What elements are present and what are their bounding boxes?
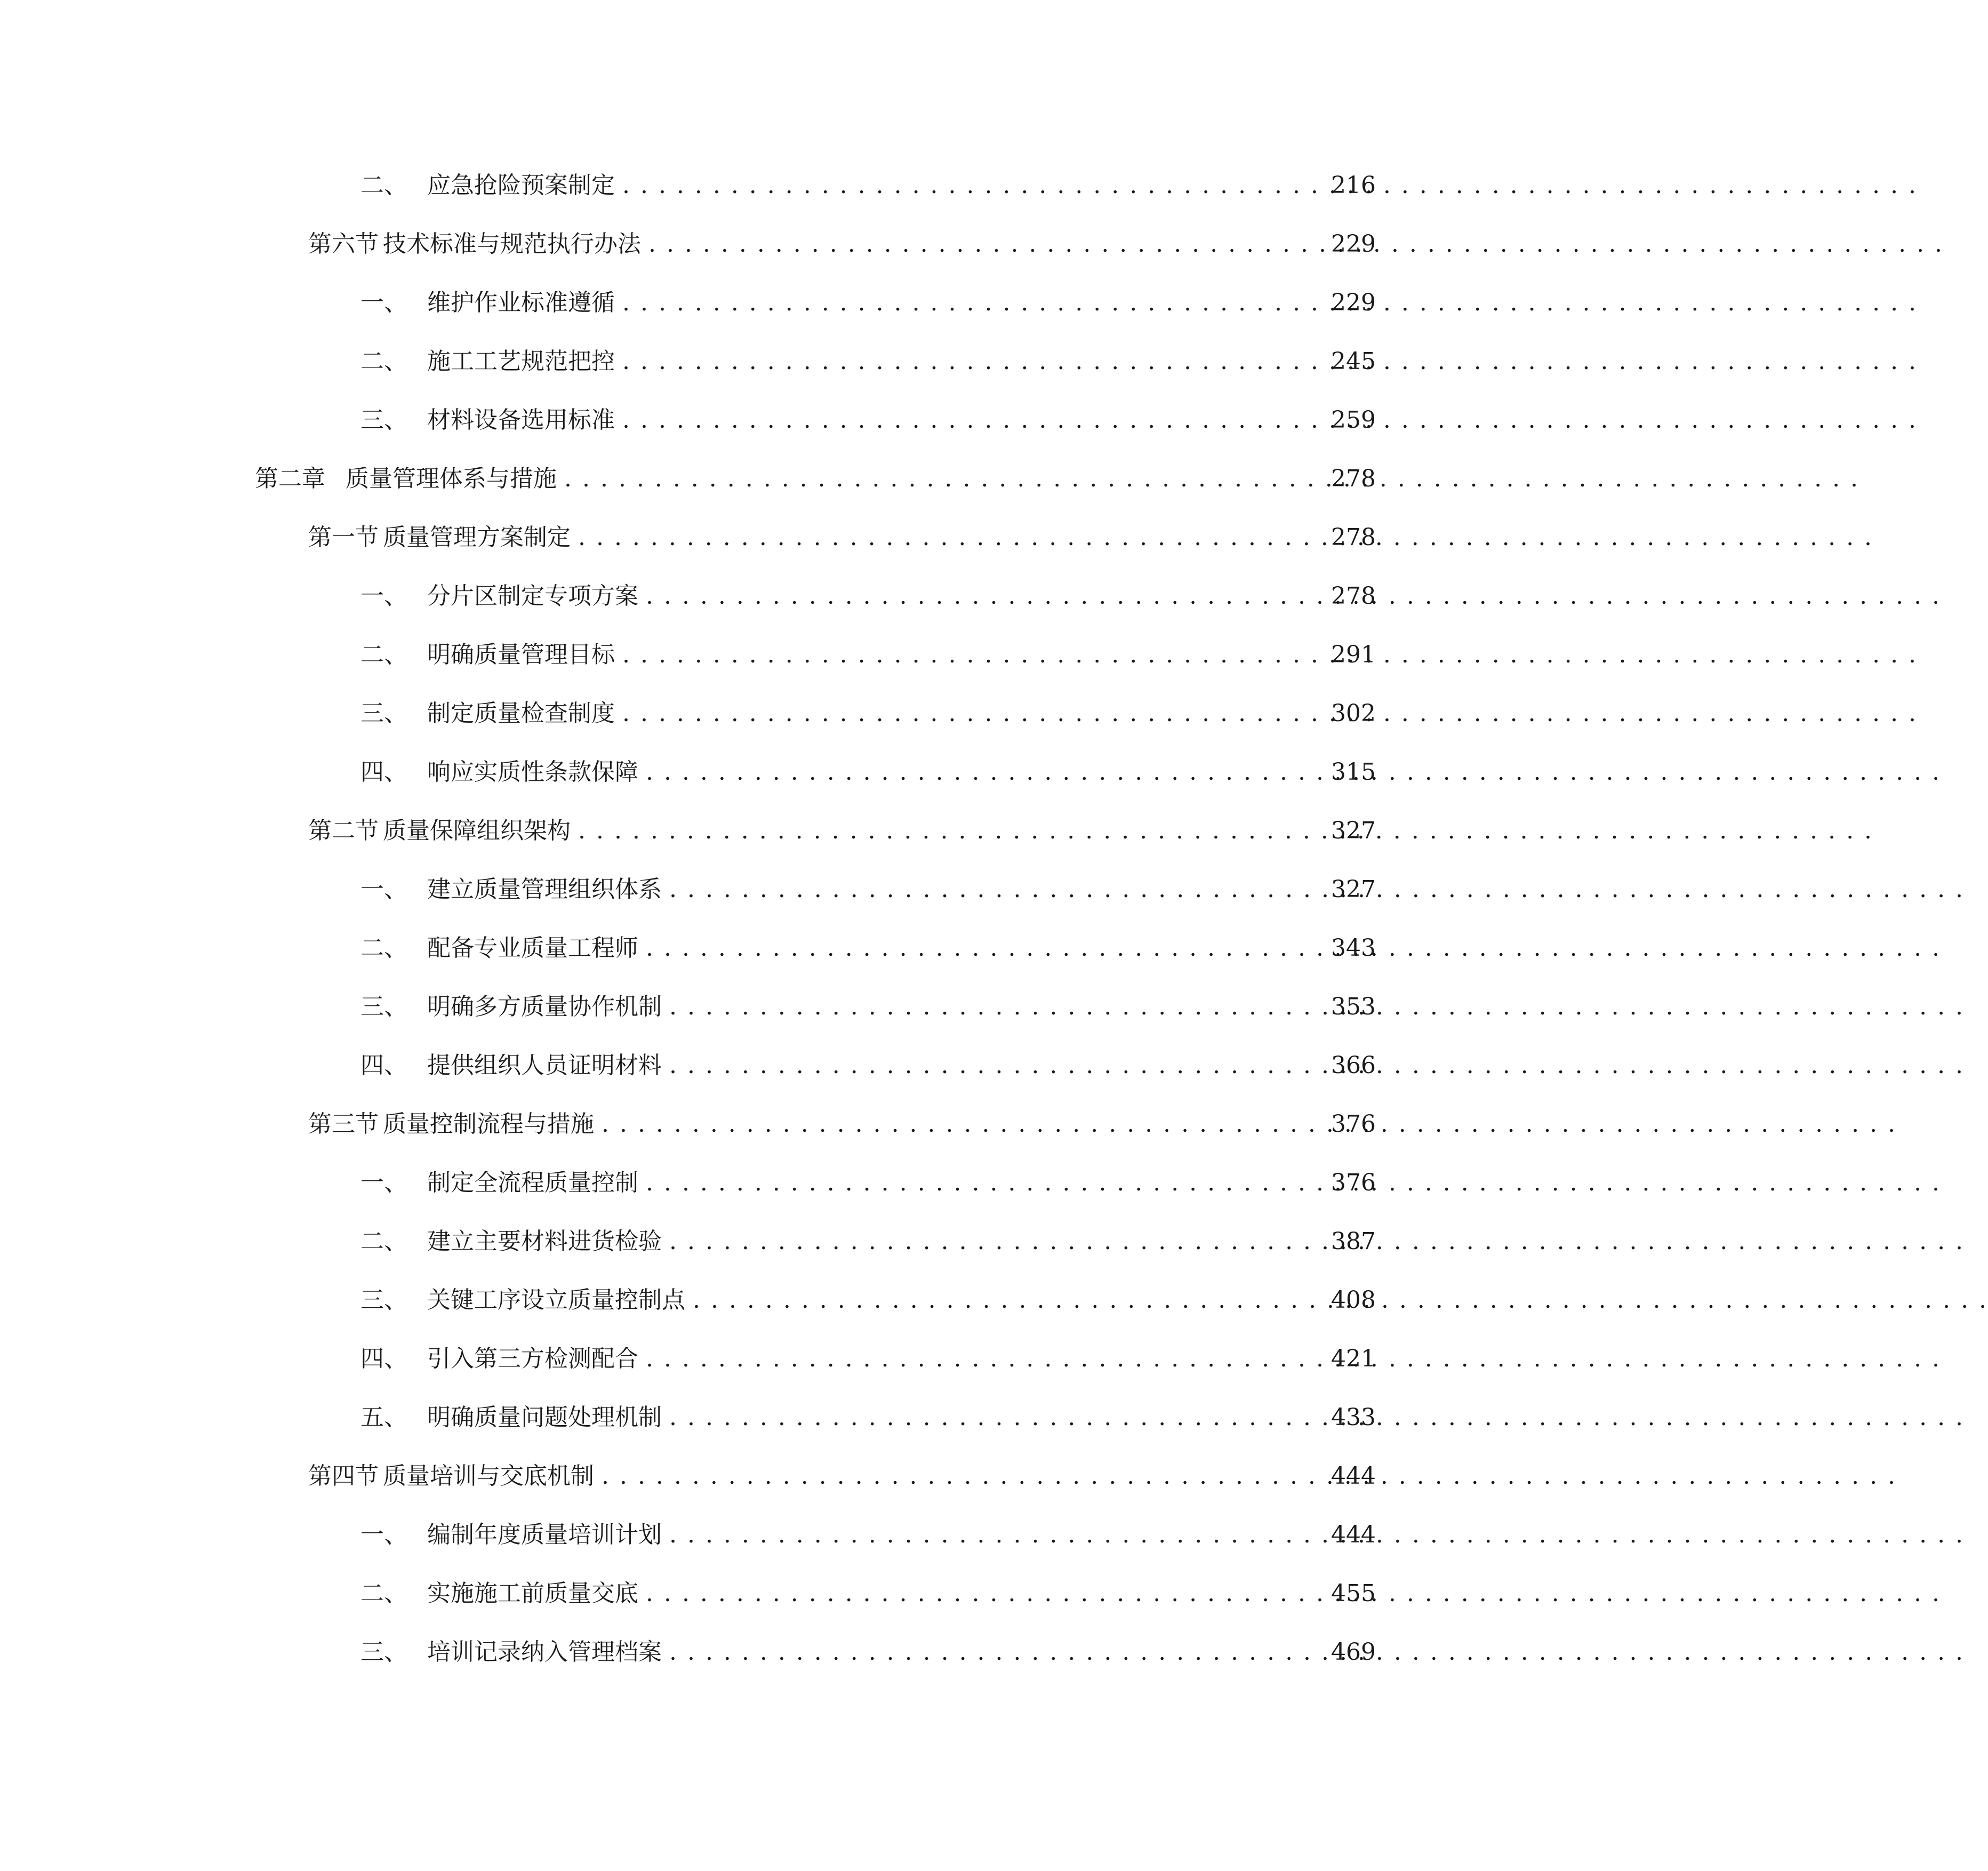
toc-entry-label bbox=[360, 345, 615, 379]
toc-entry[interactable] bbox=[0, 1621, 1374, 1669]
toc-entry[interactable] bbox=[0, 1093, 1374, 1141]
toc-entry-number: 三、 bbox=[360, 1286, 407, 1314]
toc-entry-label bbox=[360, 1635, 662, 1669]
toc-entry-label bbox=[308, 521, 571, 555]
toc-entry-page-number: 366 bbox=[1331, 1052, 1376, 1079]
toc-entry-label bbox=[308, 227, 641, 261]
toc-entry-page-number: 353 bbox=[1331, 993, 1376, 1020]
toc-entry[interactable] bbox=[0, 1152, 1374, 1200]
dot-leader bbox=[622, 697, 1319, 731]
toc-entry-number: 二、 bbox=[360, 934, 407, 962]
toc-entry[interactable] bbox=[0, 1445, 1374, 1493]
toc-entry-title: 质量管理体系与措施 bbox=[346, 465, 557, 492]
toc-entry[interactable] bbox=[0, 683, 1374, 731]
toc-entry-title: 制定全流程质量控制 bbox=[427, 1169, 638, 1196]
toc-entry-page-number: 259 bbox=[1331, 406, 1376, 434]
toc-entry-number: 二、 bbox=[360, 1228, 407, 1255]
toc-entry-label bbox=[360, 1283, 685, 1317]
toc-entry-title: 编制年度质量培训计划 bbox=[427, 1521, 662, 1548]
toc-entry-title: 质量管理方案制定 bbox=[383, 524, 571, 551]
toc-entry-label bbox=[255, 462, 557, 496]
toc-entry[interactable] bbox=[0, 331, 1374, 379]
dot-leader bbox=[578, 814, 1319, 848]
dot-leader bbox=[669, 1049, 1319, 1083]
toc-entry-number: 二、 bbox=[360, 1580, 407, 1607]
toc-entry-title: 应急抢险预案制定 bbox=[427, 172, 615, 199]
toc-entry[interactable] bbox=[0, 800, 1374, 848]
toc-entry-label bbox=[360, 1049, 662, 1083]
toc-entry-page-number: 278 bbox=[1331, 465, 1376, 492]
toc-entry-label bbox=[360, 169, 615, 203]
toc-entry-title: 建立主要材料进货检验 bbox=[427, 1228, 662, 1255]
toc-entry-title: 制定质量检查制度 bbox=[427, 700, 615, 727]
toc-entry-title: 施工工艺规范把控 bbox=[427, 348, 615, 375]
toc-entry[interactable] bbox=[0, 1269, 1374, 1317]
toc-entry-label bbox=[308, 1459, 594, 1493]
dot-leader bbox=[693, 1283, 1319, 1317]
toc-entry-number: 二、 bbox=[360, 641, 407, 668]
toc-entry-label bbox=[360, 1166, 638, 1200]
dot-leader bbox=[648, 227, 1319, 261]
toc-entry-number: 二、 bbox=[360, 348, 407, 375]
toc-entry-number: 四、 bbox=[360, 1345, 407, 1372]
toc-entry-page-number: 245 bbox=[1331, 348, 1376, 375]
toc-entry-page-number: 216 bbox=[1331, 172, 1376, 199]
toc-entry-title: 响应实质性条款保障 bbox=[427, 758, 638, 786]
toc-entry-page-number: 455 bbox=[1331, 1580, 1376, 1607]
dot-leader bbox=[578, 521, 1319, 555]
toc-entry-number: 第二章 bbox=[255, 465, 325, 492]
dot-leader bbox=[646, 1342, 1319, 1376]
toc-entry-label bbox=[360, 286, 615, 320]
toc-entry-label bbox=[360, 403, 615, 437]
toc-entry-title: 明确多方质量协作机制 bbox=[427, 993, 662, 1020]
toc-entry[interactable] bbox=[0, 507, 1374, 555]
toc-entry-title: 提供组织人员证明材料 bbox=[427, 1052, 662, 1079]
toc-entry-title: 培训记录纳入管理档案 bbox=[427, 1638, 662, 1666]
toc-entry-number: 一、 bbox=[360, 876, 407, 903]
toc-entry-title: 建立质量管理组织体系 bbox=[427, 876, 662, 903]
toc-entry-title: 配备专业质量工程师 bbox=[427, 934, 638, 962]
toc-entry[interactable] bbox=[0, 389, 1374, 437]
toc-entry-label bbox=[360, 1577, 638, 1611]
toc-entry-page-number: 278 bbox=[1331, 582, 1376, 610]
toc-entry-label bbox=[308, 1107, 594, 1141]
toc-entry-label bbox=[360, 697, 615, 731]
dot-leader bbox=[622, 286, 1319, 320]
toc-entry-number: 二、 bbox=[360, 172, 407, 199]
toc-entry[interactable] bbox=[0, 741, 1374, 789]
toc-entry[interactable] bbox=[0, 213, 1374, 261]
toc-entry-number: 三、 bbox=[360, 406, 407, 434]
dot-leader bbox=[669, 873, 1319, 907]
dot-leader bbox=[646, 931, 1319, 965]
toc-entry[interactable] bbox=[0, 1563, 1374, 1611]
toc-entry-title: 质量控制流程与措施 bbox=[383, 1110, 594, 1138]
toc-entry-page-number: 444 bbox=[1331, 1521, 1376, 1548]
toc-entry-number: 第四节 bbox=[308, 1462, 379, 1490]
dot-leader bbox=[669, 990, 1319, 1024]
toc-entry-number: 一、 bbox=[360, 582, 407, 610]
toc-entry-page-number: 315 bbox=[1331, 758, 1376, 786]
toc-entry-number: 四、 bbox=[360, 1052, 407, 1079]
toc-entry[interactable] bbox=[0, 1035, 1374, 1083]
toc-entry-title: 质量保障组织架构 bbox=[383, 817, 571, 844]
dot-leader bbox=[646, 1166, 1319, 1200]
toc-entry[interactable] bbox=[0, 624, 1374, 672]
dot-leader bbox=[669, 1401, 1319, 1435]
dot-leader bbox=[669, 1635, 1319, 1669]
toc-entry[interactable] bbox=[0, 1387, 1374, 1435]
toc-entry-number: 第二节 bbox=[308, 817, 379, 844]
toc-entry[interactable] bbox=[0, 917, 1374, 965]
toc-entry-number: 四、 bbox=[360, 758, 407, 786]
dot-leader bbox=[602, 1459, 1319, 1493]
toc-entry[interactable] bbox=[0, 859, 1374, 907]
toc-entry-label bbox=[360, 931, 638, 965]
toc-entry-label bbox=[360, 1225, 662, 1259]
dot-leader bbox=[646, 755, 1319, 789]
toc-entry-title: 引入第三方检测配合 bbox=[427, 1345, 638, 1372]
toc-entry-page-number: 433 bbox=[1331, 1404, 1376, 1431]
toc-entry-number: 一、 bbox=[360, 1521, 407, 1548]
toc-entry-title: 维护作业标准遵循 bbox=[427, 289, 615, 316]
toc-entry-page-number: 229 bbox=[1331, 289, 1376, 316]
toc-entry-title: 质量培训与交底机制 bbox=[383, 1462, 594, 1490]
toc-entry-number: 第一节 bbox=[308, 524, 379, 551]
toc-entry[interactable] bbox=[0, 565, 1374, 613]
toc-entry-page-number: 278 bbox=[1331, 524, 1376, 551]
toc-entry-label bbox=[360, 638, 615, 672]
toc-entry-title: 实施施工前质量交底 bbox=[427, 1580, 638, 1607]
toc-entry[interactable] bbox=[0, 1504, 1374, 1552]
toc-entry[interactable] bbox=[0, 448, 1374, 496]
toc-entry-page-number: 376 bbox=[1331, 1169, 1376, 1196]
toc-entry-page-number: 302 bbox=[1331, 700, 1376, 727]
toc-entry-title: 关键工序设立质量控制点 bbox=[427, 1286, 685, 1314]
dot-leader bbox=[564, 462, 1319, 496]
toc-entry[interactable] bbox=[0, 272, 1374, 320]
toc-entry-page-number: 327 bbox=[1331, 876, 1376, 903]
dot-leader bbox=[646, 579, 1319, 613]
toc-entry[interactable] bbox=[0, 976, 1374, 1024]
toc-entry-label bbox=[360, 579, 638, 613]
toc-entry[interactable] bbox=[0, 155, 1374, 203]
toc-entry-title: 分片区制定专项方案 bbox=[427, 582, 638, 610]
dot-leader bbox=[646, 1577, 1319, 1611]
dot-leader bbox=[622, 169, 1319, 203]
toc-entry-title: 明确质量问题处理机制 bbox=[427, 1404, 662, 1431]
toc-entry-title: 技术标准与规范执行办法 bbox=[383, 230, 641, 258]
toc-entry-number: 三、 bbox=[360, 993, 407, 1020]
dot-leader bbox=[622, 403, 1319, 437]
dot-leader bbox=[622, 345, 1319, 379]
toc-entry-number: 三、 bbox=[360, 700, 407, 727]
toc-entry-label bbox=[360, 1342, 638, 1376]
dot-leader bbox=[622, 638, 1319, 672]
dot-leader bbox=[669, 1225, 1319, 1259]
dot-leader bbox=[669, 1518, 1319, 1552]
toc-entry-page-number: 327 bbox=[1331, 817, 1376, 844]
dot-leader bbox=[602, 1107, 1319, 1141]
toc-entry-number: 第六节 bbox=[308, 230, 379, 258]
toc-entry-number: 一、 bbox=[360, 289, 407, 316]
toc-entry-page-number: 343 bbox=[1331, 934, 1376, 962]
toc-entry[interactable] bbox=[0, 1328, 1374, 1376]
toc-entry-label bbox=[360, 990, 662, 1024]
toc-entry-page-number: 444 bbox=[1331, 1462, 1376, 1490]
toc-entry-page-number: 229 bbox=[1331, 230, 1376, 258]
toc-entry-label bbox=[360, 755, 638, 789]
toc-entry-title: 材料设备选用标准 bbox=[427, 406, 615, 434]
toc-entry-number: 一、 bbox=[360, 1169, 407, 1196]
toc-entry-page-number: 469 bbox=[1331, 1638, 1376, 1666]
toc-entry-label bbox=[308, 814, 571, 848]
toc-entry-page-number: 376 bbox=[1331, 1110, 1376, 1138]
toc-entry-number: 五、 bbox=[360, 1404, 407, 1431]
toc-entry-page-number: 387 bbox=[1331, 1228, 1376, 1255]
toc-entry-page-number: 421 bbox=[1331, 1345, 1376, 1372]
toc-entry-label bbox=[360, 873, 662, 907]
toc-entry-label bbox=[360, 1518, 662, 1552]
toc-entry-title: 明确质量管理目标 bbox=[427, 641, 615, 668]
toc-entry-number: 第三节 bbox=[308, 1110, 379, 1138]
toc-entry-number: 三、 bbox=[360, 1638, 407, 1666]
toc-entry-page-number: 291 bbox=[1331, 641, 1376, 668]
toc-entry-page-number: 408 bbox=[1331, 1286, 1376, 1314]
toc-entry[interactable] bbox=[0, 1211, 1374, 1259]
toc-entry-label bbox=[360, 1401, 662, 1435]
